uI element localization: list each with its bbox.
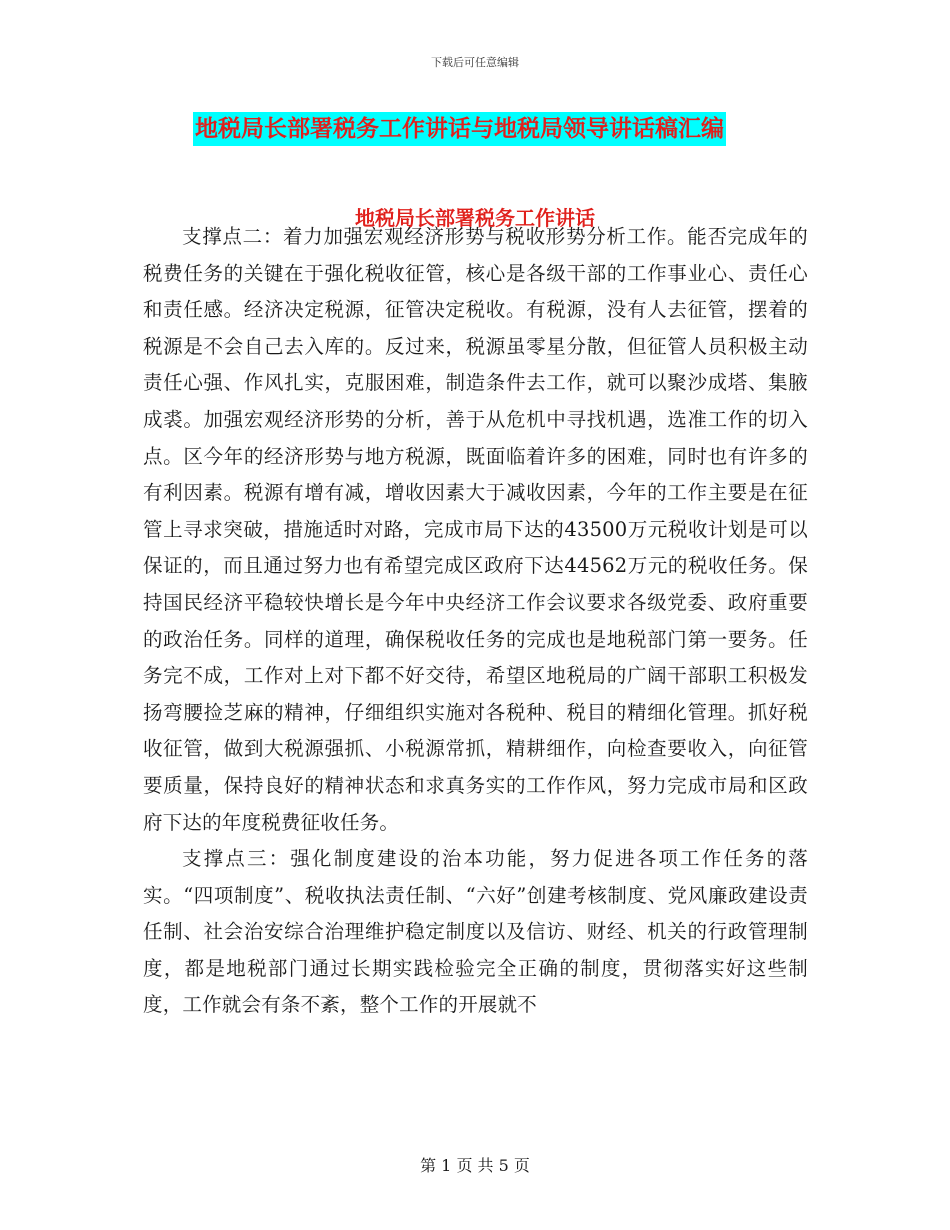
- paragraph-2: 支撑点三：强化制度建设的治本功能，努力促进各项工作任务的落实。“四项制度”、税收执法责任制、“六好”创建考核制度、党风廉政建设责任制、社会治安综合治理维护稳定制度以及信访、财经、机关的行政管理制度，都是地税部门通过长期实践检验完全正确的制度，贯彻落实好这些制度，工作就会有条不紊，整个工作的开展就不: [143, 847, 808, 1017]
- section-title: 地税局长部署税务工作讲话: [355, 206, 595, 230]
- main-title: 地税局长部署税务工作讲话与地税局领导讲话稿汇编: [193, 112, 726, 146]
- page-number-footer: 第 1 页 共 5 页: [420, 1156, 530, 1175]
- body-text: [143, 219, 808, 1024]
- header-note: 下载后可任意编辑: [431, 56, 519, 69]
- paragraph-1: 支撑点二：着力加强宏观经济形势与税收形势分析工作。能否完成年的税费任务的关键在于强化税收征管，核心是各级干部的工作事业心、责任心和责任感。经济决定税源，征管决定税收。有税源，没有人去征管，摆着的税源是不会自己去入库的。反过来，税源虽零星分散，但征管人员积极主动责任心强、作风扎实，克服困难，制造条件去工作，就可以聚沙成塔、集腋成裘。加强宏观经济形势的分析，善于从危机中寻找机遇，选准工作的切入点。区今年的经济形势与地方税源，既面临着许多的困难，同时也有许多的有利因素。税源有增有减，增收因素大于减收因素，今年的工作主要是在征管上寻求突破，措施适时对路，完成市局下达的43500万元税收计划是可以保证的，而且通过努力也有希望完成区政府下达44562万元的税收任务。保持国民经济平稳较快增长是今年中央经济工作会议要求各级党委、政府重要的政治任务。同样的道理，确保税收任务的完成也是地税部门第一要务。任务完不成，工作对上对下都不好交待，希望区地税局的广阔干部职工积极发扬弯腰捡芝麻的精神，仔细组织实施对各税种、税目的精细化管理。抓好税收征管，做到大税源强抓、小税源常抓，精耕细作，向检查要收入，向征管要质量，保持良好的精神状态和求真务实的工作作风，努力完成市局和区政府下达的年度税费征收任务。: [143, 225, 808, 834]
